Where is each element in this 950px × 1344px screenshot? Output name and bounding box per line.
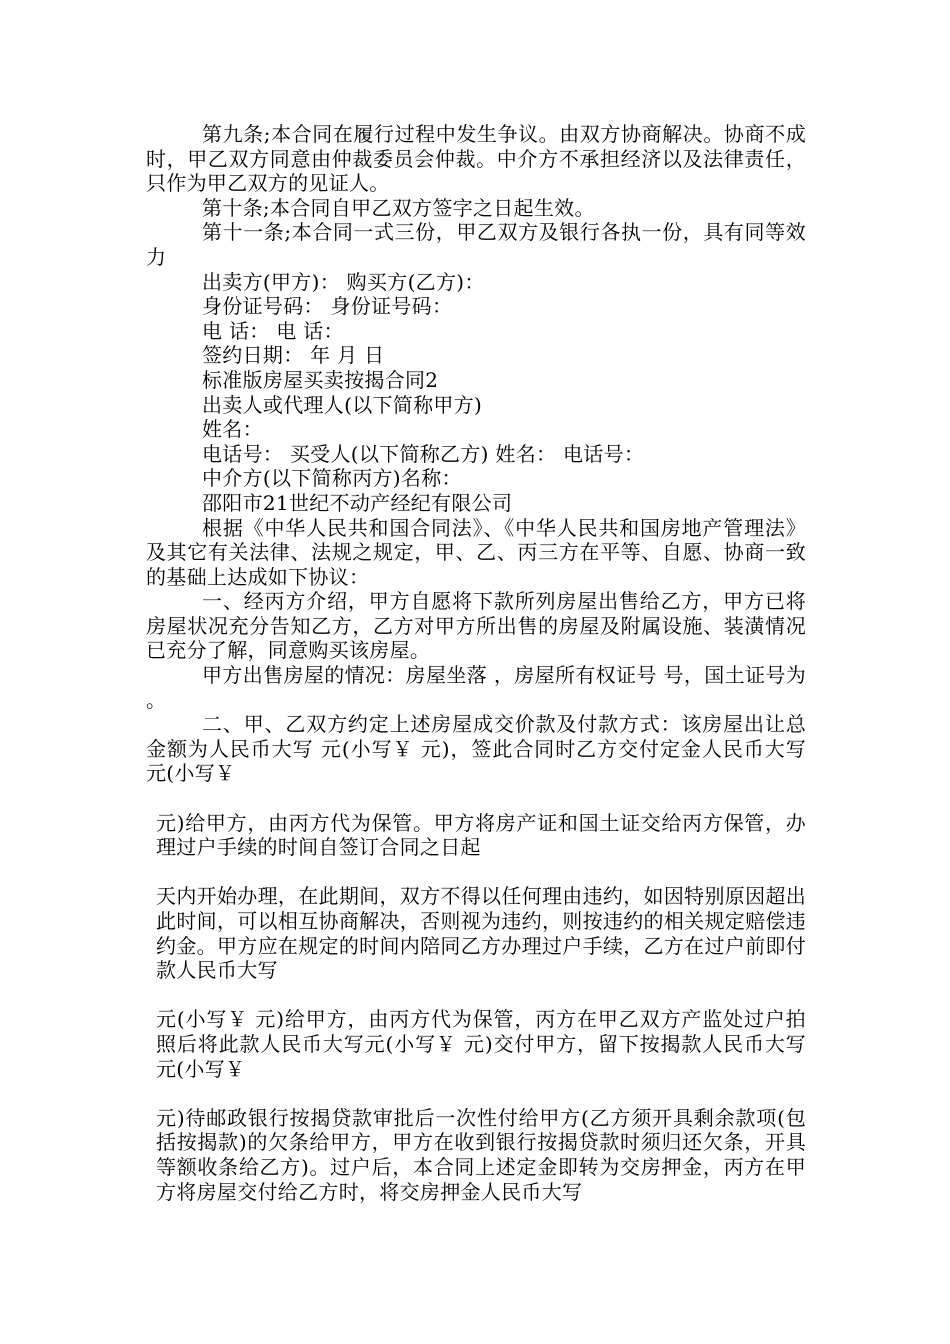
seller-agent-line: 出卖人或代理人(以下简称甲方) <box>202 392 483 417</box>
clause-2-paragraph: 二、甲、乙双方约定上述房屋成交价款及付款方式：该房屋出让总金额为人民币大写 元(小写￥ 元)，签此合同时乙方交付定金人民币大写 元(小写￥ <box>146 712 806 786</box>
agency-line: 中介方(以下简称丙方)名称： <box>202 466 462 491</box>
signature-seller-buyer-line: 出卖方(甲方)： 购买方(乙方)： <box>202 269 485 294</box>
clause-1-paragraph: 一、经丙方介绍，甲方自愿将下款所列房屋出售给乙方，甲方已将房屋状况充分告知乙方，乙方对甲方所出售的房屋及附属设施、装潢情况已充分了解，同意购买该房屋。 <box>146 589 806 663</box>
signature-date-line: 签约日期： 年 月 日 <box>202 343 385 368</box>
blank-line <box>146 983 806 1008</box>
phone-buyer-line: 电话号： 买受人(以下简称乙方) 姓名： 电话号： <box>202 441 645 466</box>
continuation-paragraph-1: 元)给甲方，由丙方代为保管。甲方将房产证和国土证交给丙方保管，办理过户手续的时间自签订合同之日起 <box>156 810 806 860</box>
signature-phone-line: 电 话： 电 话： <box>202 318 344 343</box>
contract-2-title: 标准版房屋买卖按揭合同2 <box>202 367 439 392</box>
signature-id-line: 身份证号码： 身份证号码： <box>202 294 453 319</box>
blank-line <box>146 1081 806 1106</box>
house-info-paragraph: 甲方出售房屋的情况：房屋坐落 ，房屋所有权证号 号，国土证号为 。 <box>146 663 806 712</box>
article-9-paragraph: 第九条;本合同在履行过程中发生争议。由双方协商解决。协商不成时，甲乙双方同意由仲裁委员会仲裁。中介方不承担经济以及法律责任，只作为甲乙双方的见证人。 <box>146 122 806 196</box>
agency-name-line: 邵阳市21世纪不动产经纪有限公司 <box>202 490 513 515</box>
continuation-paragraph-2: 天内开始办理，在此期间，双方不得以任何理由违约，如因特别原因超出此时间，可以相互协商解决，否则视为违约，则按违约的相关规定赔偿违约金。甲方应在规定的时间内陪同乙方办理过户手续，乙方在过户前即付款人民币大写 <box>156 884 806 983</box>
continuation-paragraph-3: 元(小写￥ 元)给甲方，由丙方代为保管，丙方在甲乙双方产监处过户拍照后将此款人民币大写元(小写￥ 元)交付甲方，留下按揭款人民币大写 元(小写￥ <box>156 1007 806 1081</box>
document-body <box>146 122 806 1204</box>
legal-basis-paragraph: 根据《中华人民共和国合同法》、《中华人民共和国房地产管理法》及其它有关法律、法规之规定，甲、乙、丙三方在平等、自愿、协商一致的基础上达成如下协议： <box>146 515 806 589</box>
continuation-paragraph-4: 元)待邮政银行按揭贷款审批后一次性付给甲方(乙方须开具剩余款项(包括按揭款)的欠条给甲方，甲方在收到银行按揭贷款时须归还欠条，开具等额收条给乙方)。过户后，本合同上述定金即转为交房押金，丙方在甲方将房屋交付给乙方时，将交房押金人民币大写 <box>156 1105 806 1204</box>
blank-line <box>146 786 806 811</box>
article-10-paragraph: 第十条;本合同自甲乙双方签字之日起生效。 <box>202 195 595 220</box>
article-11-paragraph: 第十一条;本合同一式三份，甲乙双方及银行各执一份，具有同等效力 <box>146 220 806 269</box>
blank-line <box>146 860 806 885</box>
name-line: 姓名： <box>202 417 263 442</box>
